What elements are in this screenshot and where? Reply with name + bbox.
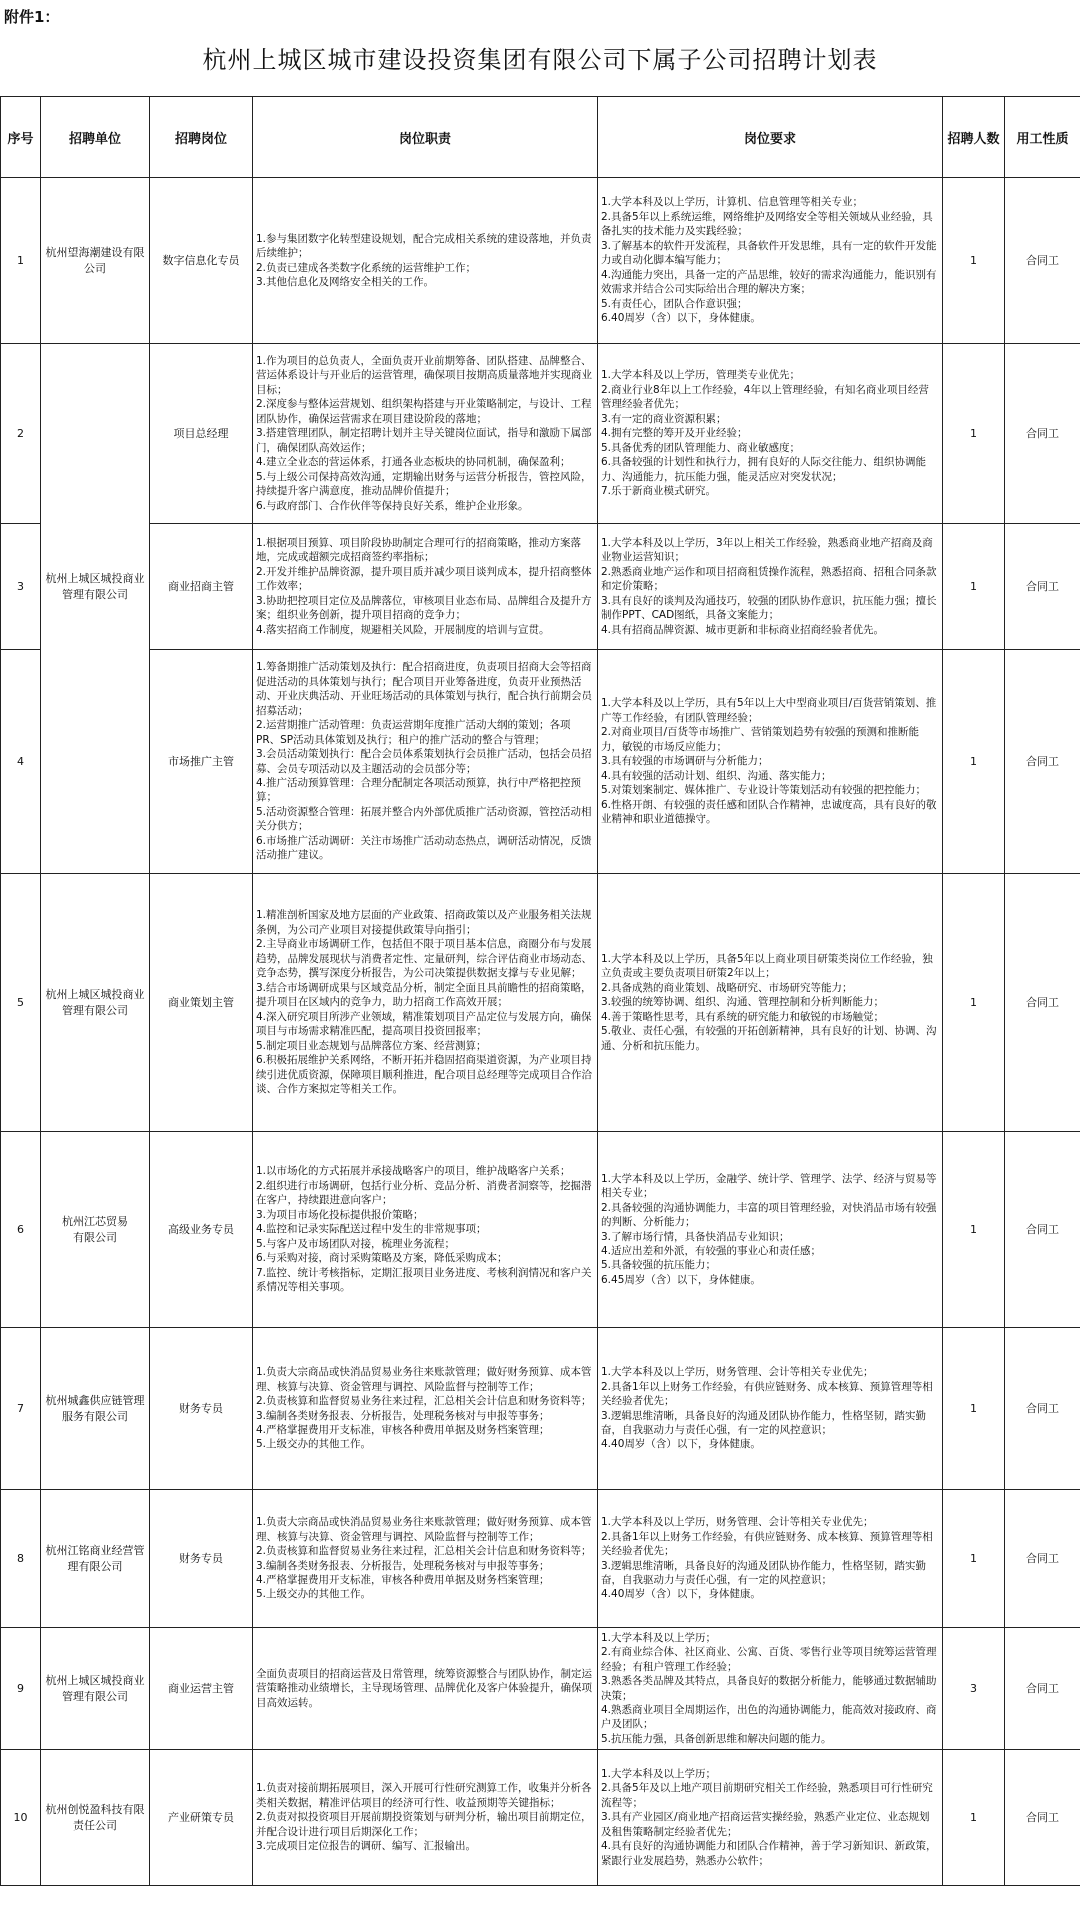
row-no: 7 [1,1328,41,1490]
row-no: 1 [1,178,41,344]
row-requirements: 1.大学本科及以上学历； 2.有商业综合体、社区商业、公寓、百货、零售行业等项目统筹运营管理经验；有租户管理工作经验； 3.熟悉各类品牌及其特点，具备良好的数据分析能力，能够通过数据辅助决策； 4.熟悉商业项目全周期运作，出色的沟通协调能力，能高效对接政府、商户及团队； 5.抗压能力强，具备创新思维和解决问题的能力。 [598,1628,943,1750]
row-no: 4 [1,650,41,874]
row-type: 合同工 [1005,874,1080,1132]
table-row [1,344,1080,524]
row-type: 合同工 [1005,1132,1080,1328]
header-no: 序号 [1,97,41,178]
row-position: 商业运营主管 [150,1628,253,1750]
row-requirements: 1.大学本科及以上学历，管理类专业优先； 2.商业行业8年以上工作经验，4年以上管理经验，有知名商业项目经营管理经验者优先； 3.有一定的商业资源积累； 4.拥有完整的筹开及开业经验； 5.具备优秀的团队管理能力、商业敏感度； 6.具备较强的计划性和执行力，拥有良好的人际交往能力、组织协调能力、沟通能力，抗压能力强，能灵活应对突发状况； 7.乐于新商业模式研究。 [598,344,943,524]
row-duties: 全面负责项目的招商运营及日常管理，统筹资源整合与团队协作，制定运营策略推动业绩增长，主导现场管理、品牌优化及客户体验提升，确保项目高效运转。 [253,1628,598,1750]
table-row [1,1490,1080,1628]
row-duties: 1.根据项目预算、项目阶段协助制定合理可行的招商策略，推动方案落地，完成或超额完成招商签约率指标； 2.开发并维护品牌资源，提升项目质并减少项目谈判成本，提升招商整体工作效率； 3.协助把控项目定位及品牌落位，审核项目业态布局、品牌组合及提升方案；组织业务创新，提升项目招商的竞争力； 4.落实招商工作制度，规避相关风险，开展制度的培训与宣贯。 [253,524,598,650]
row-no: 8 [1,1490,41,1628]
row-position: 商业招商主管 [150,524,253,650]
row-type: 合同工 [1005,344,1080,524]
row-type: 合同工 [1005,1628,1080,1750]
row-requirements: 1.大学本科及以上学历，3年以上相关工作经验，熟悉商业地产招商及商业物业运营知识； 2.熟悉商业地产运作和项目招商租赁操作流程，熟悉招商、招租合同条款和定价策略； 3.具有良好的谈判及沟通技巧，较强的团队协作意识，抗压能力强；擅长制作PPT、CAD图纸，具备文案能力； 4.具有招商品牌资源、城市更新和非标商业招商经验者优先。 [598,524,943,650]
header-type: 用工性质 [1005,97,1080,178]
row-count: 1 [943,874,1005,1132]
table-row [1,874,1080,1132]
row-no: 3 [1,524,41,650]
row-requirements: 1.大学本科及以上学历，计算机、信息管理等相关专业； 2.具备5年以上系统运维，网络维护及网络安全等相关领域从业经验，具备扎实的技术能力及实践经验； 3.了解基本的软件开发流程，具备软件开发思维，具有一定的软件开发能力或自动化脚本编写能力； 4.沟通能力突出，具备一定的产品思维，较好的需求沟通能力，能识别有效需求并结合公司实际给出合理的解决方案； 5.有责任心，团队合作意识强； 6.40周岁（含）以下，身体健康。 [598,178,943,344]
row-no: 5 [1,874,41,1132]
row-unit: 杭州上城区城投商业管理有限公司 [41,874,150,1132]
row-duties: 1.负责大宗商品或快消品贸易业务往来账款管理；做好财务预算、成本管理、核算与决算、资金管理与调控、风险监督与控制等工作； 2.负责核算和监督贸易业务往来过程，汇总相关会计信息和财务资料等； 3.编制各类财务报表、分析报告，处理税务核对与申报等事务； 4.严格掌握费用开支标准，审核各种费用单据及财务档案管理； 5.上级交办的其他工作。 [253,1490,598,1628]
row-no: 2 [1,344,41,524]
header-unit: 招聘单位 [41,97,150,178]
row-position: 项目总经理 [150,344,253,524]
table-row [1,1628,1080,1750]
header-count: 招聘人数 [943,97,1005,178]
row-requirements: 1.大学本科及以上学历，具有5年以上大中型商业项目/百货营销策划、推广等工作经验，有团队管理经验； 2.对商业项目/百货等市场推广、营销策划趋势有较强的预测和推断能力，敏锐的市场反应能力； 3.具有较强的市场调研与分析能力； 4.具有较强的活动计划、组织、沟通、落实能力； 5.对策划案制定、媒体推广、专业设计等策划活动有较强的把控能力； 6.性格开朗、有较强的责任感和团队合作精神，忠诚度高，具有良好的敬业精神和职业道德操守。 [598,650,943,874]
row-unit: 杭州上城区城投商业管理有限公司 [41,1628,150,1750]
row-position: 财务专员 [150,1328,253,1490]
row-duties: 1.参与集团数字化转型建设规划，配合完成相关系统的建设落地，并负责后续维护； 2.负责已建成各类数字化系统的运营维护工作； 3.其他信息化及网络安全相关的工作。 [253,178,598,344]
row-unit: 杭州城鑫供应链管理服务有限公司 [41,1328,150,1490]
row-no: 9 [1,1628,41,1750]
row-count: 1 [943,1328,1005,1490]
row-duties: 1.负责对接前期拓展项目，深入开展可行性研究测算工作，收集并分析各类相关数据，精准评估项目的经济可行性、收益预期等关键指标； 2.负责对拟投资项目开展前期投资策划与研判分析，输出项目前期定位，并配合设计进行项目后期深化工作； 3.完成项目定位报告的调研、编写、汇报输出。 [253,1750,598,1886]
row-type: 合同工 [1005,178,1080,344]
header-position: 招聘岗位 [150,97,253,178]
header-requirements: 岗位要求 [598,97,943,178]
row-unit: 杭州江芯贸易 有限公司 [41,1132,150,1328]
row-requirements: 1.大学本科及以上学历，金融学、统计学、管理学、法学、经济与贸易等相关专业； 2.具备较强的沟通协调能力，丰富的项目管理经验，对快消品市场有较强的判断、分析能力； 3.了解市场行情，具备快消品专业知识； 4.适应出差和外派，有较强的事业心和责任感； 5.具备较强的抗压能力； 6.45周岁（含）以下，身体健康。 [598,1132,943,1328]
table-row [1,650,1080,874]
row-unit [41,650,150,874]
row-count: 1 [943,1750,1005,1886]
row-count: 1 [943,178,1005,344]
row-unit: 杭州创悦盈科技有限责任公司 [41,1750,150,1886]
row-unit: 杭州望海潮建设有限公司 [41,178,150,344]
row-unit: 杭州江铭商业经营管理有限公司 [41,1490,150,1628]
annex-label: 附件1： [4,8,60,26]
row-count: 1 [943,1490,1005,1628]
row-position: 产业研策专员 [150,1750,253,1886]
row-position: 商业策划主管 [150,874,253,1132]
recruitment-table [0,96,1080,1886]
row-count: 1 [943,1132,1005,1328]
row-count: 3 [943,1628,1005,1750]
row-type: 合同工 [1005,1490,1080,1628]
header-row [1,97,1080,178]
page-title: 杭州上城区城市建设投资集团有限公司下属子公司招聘计划表 [202,46,878,74]
row-requirements: 1.大学本科及以上学历； 2.具备5年及以上地产项目前期研究相关工作经验，熟悉项目可行性研究流程等； 3.具有产业园区/商业地产招商运营实操经验，熟悉产业定位、业态规划及租售策略制定经验者优先； 4.具有良好的沟通协调能力和团队合作精神，善于学习新知识、新政策，紧跟行业发展趋势，熟悉办公软件； [598,1750,943,1886]
table-row [1,1328,1080,1490]
table-row [1,524,1080,650]
row-requirements: 1.大学本科及以上学历，财务管理、会计等相关专业优先； 2.具备1年以上财务工作经验，有供应链财务、成本核算、预算管理等相关经验者优先； 3.逻辑思维清晰，具备良好的沟通及团队协作能力，性格坚韧，踏实勤奋，自我驱动力与责任心强，有一定的风控意识； 4.40周岁（含）以下，身体健康。 [598,1328,943,1490]
row-duties: 1.以市场化的方式拓展并承接战略客户的项目，维护战略客户关系； 2.组织进行市场调研，包括行业分析、竞品分析、消费者洞察等，挖掘潜在客户，持续跟进意向客户； 3.为项目市场化投标提供报价策略； 4.监控和记录实际配送过程中发生的非常规事项； 5.与客户及市场团队对接，梳理业务流程； 6.与采购对接，商讨采购策略及方案，降低采购成本； 7.监控、统计考核指标，定期汇报项目业务进度、考核利润情况和客户关系情况等相关事项。 [253,1132,598,1328]
row-requirements: 1.大学本科及以上学历，财务管理、会计等相关专业优先； 2.具备1年以上财务工作经验，有供应链财务、成本核算、预算管理等相关经验者优先； 3.逻辑思维清晰，具备良好的沟通及团队协作能力，性格坚韧，踏实勤奋，自我驱动力与责任心强，有一定的风控意识； 4.40周岁（含）以下，身体健康。 [598,1490,943,1628]
row-no: 10 [1,1750,41,1886]
row-count: 1 [943,344,1005,524]
row-count: 1 [943,524,1005,650]
row-unit: 杭州上城区城投商业 管理有限公司 [41,524,150,650]
row-position: 数字信息化专员 [150,178,253,344]
row-duties: 1.精准剖析国家及地方层面的产业政策、招商政策以及产业服务相关法规条例，为公司产业项目对接提供政策导向指引； 2.主导商业市场调研工作，包括但不限于项目基本信息，商圈分布与发展趋势，品牌发展现状与消费者定性、定量研判，综合评估商业市场动态、竞争态势，撰写深度分析报告，为公司决策提供数据支撑与专业见解； 3.结合市场调研成果与区域竞品分析，制定全面且具前瞻性的招商策略，提升项目在区域内的竞争力，助力招商工作高效开展； 4.深入研究项目所涉产业领域，精准策划项目产品定位与发展方向，确保项目与市场需求精准匹配，提高项目投资回报率； 5.制定项目业态规划与品牌落位方案、经营测算； 6.积极拓展维护关系网络，不断开拓并稳固招商渠道资源，为产业项目持续引进优质资源，保障项目顺利推进，配合项目总经理等完成项目合作洽谈、合作方案拟定等相关工作。 [253,874,598,1132]
row-type: 合同工 [1005,650,1080,874]
row-position: 高级业务专员 [150,1132,253,1328]
row-type: 合同工 [1005,1750,1080,1886]
header-duties: 岗位职责 [253,97,598,178]
row-no: 6 [1,1132,41,1328]
table-row [1,1132,1080,1328]
row-type: 合同工 [1005,1328,1080,1490]
row-duties: 1.筹备期推广活动策划及执行：配合招商进度，负责项目招商大会等招商促进活动的具体策划与执行；配合项目开业筹备进度，负责开业预热活动、开业庆典活动、开业旺场活动的具体策划与执行，配合执行前期会员招募活动； 2.运营期推广活动管理：负责运营期年度推广活动大纲的策划；各项PR、SP活动具体策划及执行；租户的推广活动的整合与管理； 3.会员活动策划执行：配合会员体系策划执行会员推广活动，包括会员招募、会员专项活动以及主题活动的会员部分等； 4.推广活动预算管理：合理分配制定各项活动预算，执行中严格把控预算； 5.活动资源整合管理：拓展并整合内外部优质推广活动资源，管控活动相关分供方； 6.市场推广活动调研：关注市场推广活动动态热点，调研活动情况，反馈活动推广建议。 [253,650,598,874]
table-row [1,1750,1080,1886]
row-duties: 1.作为项目的总负责人，全面负责开业前期筹备、团队搭建、品牌整合、营运体系设计与开业后的运营管理，确保项目按期高质量落地并实现商业目标； 2.深度参与整体运营规划、组织架构搭建与开业策略制定，与设计、工程团队协作，确保运营需求在项目建设阶段的落地； 3.搭建管理团队，制定招聘计划并主导关键岗位面试，指导和激励下属部门，确保团队高效运作； 4.建立全业态的营运体系，打通各业态板块的协同机制，确保盈利； 5.与上级公司保持高效沟通，定期输出财务与运营分析报告，管控风险，持续提升客户满意度，推动品牌价值提升； 6.与政府部门、合作伙伴等保持良好关系，维护企业形象。 [253,344,598,524]
row-requirements: 1.大学本科及以上学历，具备5年以上商业项目研策类岗位工作经验，独立负责或主要负责项目研策2年以上； 2.具备成熟的商业策划、战略研究、市场研究等能力； 3.较强的统筹协调、组织、沟通、管理控制和分析判断能力； 4.善于策略性思考，具有系统的研究能力和敏锐的市场触觉； 5.敬业、责任心强，有较强的开拓创新精神，具有良好的计划、协调、沟通、分析和抗压能力。 [598,874,943,1132]
row-type: 合同工 [1005,524,1080,650]
row-position: 财务专员 [150,1490,253,1628]
row-duties: 1.负责大宗商品或快消品贸易业务往来账款管理；做好财务预算、成本管理、核算与决算、资金管理与调控、风险监督与控制等工作； 2.负责核算和监督贸易业务往来过程，汇总相关会计信息和财务资料等； 3.编制各类财务报表、分析报告，处理税务核对与申报等事务； 4.严格掌握费用开支标准，审核各种费用单据及财务档案管理； 5.上级交办的其他工作。 [253,1328,598,1490]
row-count: 1 [943,650,1005,874]
row-position: 市场推广主管 [150,650,253,874]
row-unit [41,344,150,524]
table-row [1,178,1080,344]
